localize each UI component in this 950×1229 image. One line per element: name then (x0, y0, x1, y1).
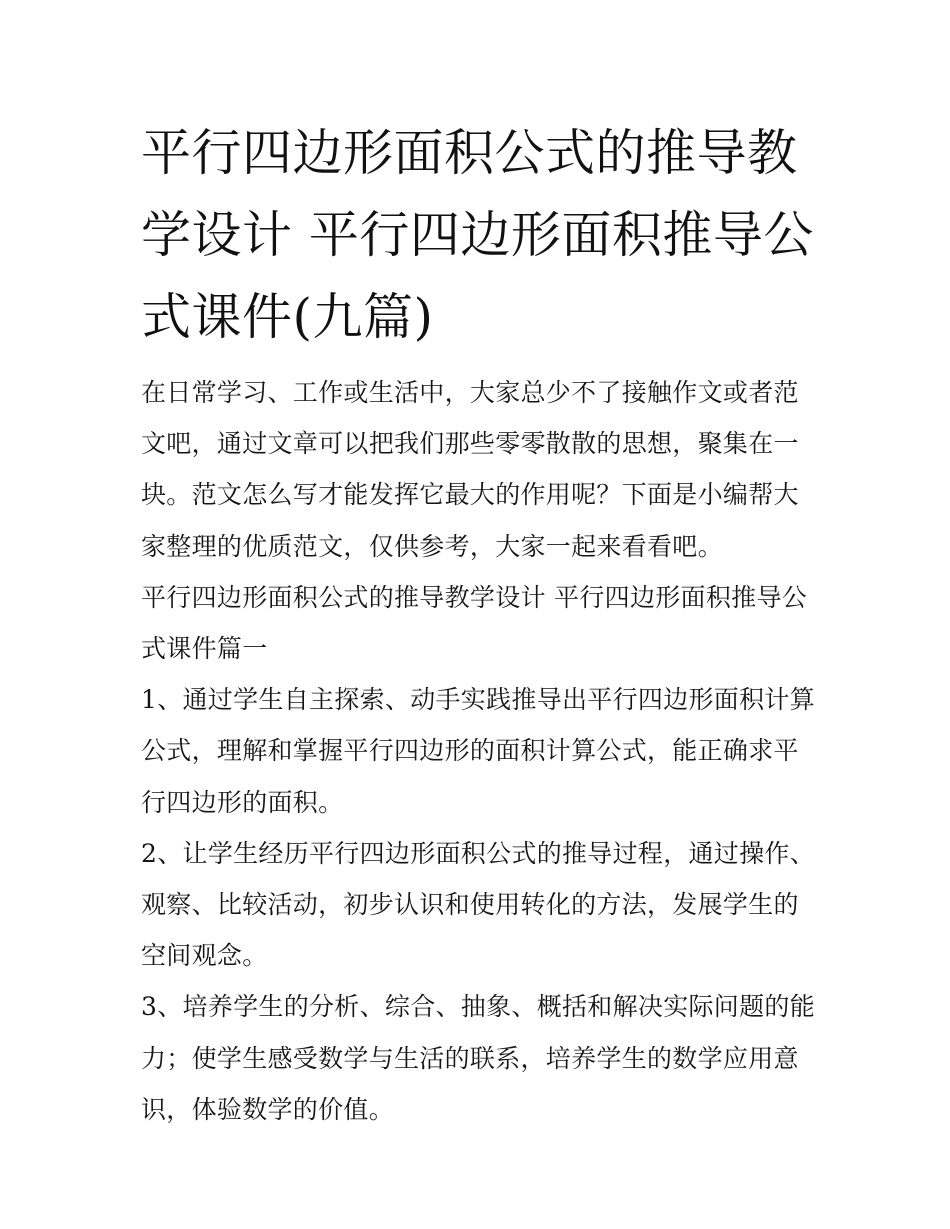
document-title: 平行四边形面积公式的推导教学设计 平行四边形面积推导公式课件(九篇) (141, 124, 814, 346)
objective-item-2: 2、让学生经历平行四边形面积公式的推导过程，通过操作、观察、比较活动，初步认识和使用转化的方法，发展学生的空间观念。 (141, 838, 816, 971)
document-content (141, 112, 821, 1135)
objective-item-3: 3、培养学生的分析、综合、抽象、概括和解决实际问题的能力；使学生感受数学与生活的联系，培养学生的数学应用意识，体验数学的价值。 (141, 992, 816, 1124)
objective-item-1: 1、通过学生自主探索、动手实践推导出平行四边形面积计算公式，理解和掌握平行四边形的面积计算公式，能正确求平行四边形的面积。 (141, 685, 816, 817)
section-heading: 平行四边形面积公式的推导教学设计 平行四边形面积推导公式课件篇一 (141, 582, 808, 664)
intro-paragraph: 在日常学习、工作或生活中，大家总少不了接触作文或者范文吧，通过文章可以把我们那些零零散散的思想，聚集在一块。范文怎么写才能发挥它最大的作用呢？下面是小编帮大家整理的优质范文，仅供参考，大家一起来看看吧。 (141, 378, 799, 561)
